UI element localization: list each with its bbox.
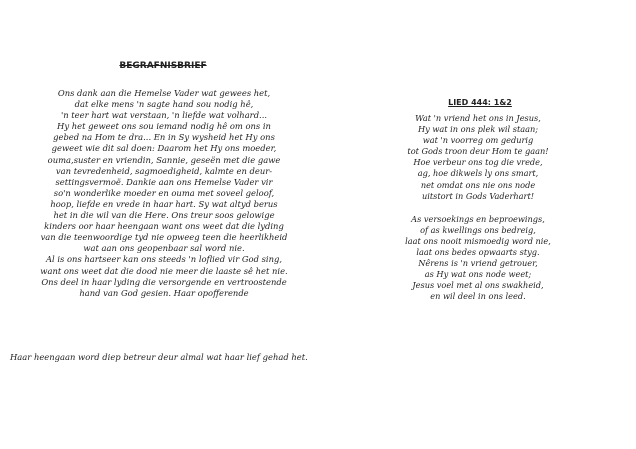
hymn-line: uitstort in Gods Vaderhart! <box>421 190 535 201</box>
text-line: so'n wonderlike moeder en ouma met soveel geloof, <box>53 187 275 198</box>
hymn-line: tot Gods troon deur Hom te gaan! <box>407 146 549 157</box>
text-line: van tevredenheid, sagmoedigheid, kalmte en deur- <box>55 165 273 176</box>
text-line: dat elke mens 'n sagte hand sou nodig hê, <box>74 99 254 110</box>
hymn-line: laat ons nooit mismoedig word nie, <box>405 235 551 246</box>
hymn-line: As versoekings en beproewings, <box>411 213 545 224</box>
text-line: hand van God gesien. Haar opofferende <box>79 287 249 298</box>
text-line: geweet wie dit sal doen: Daarom het Hy ons moeder, <box>51 143 277 154</box>
text-line: want ons weet dat die dood nie meer die laaste sê het nie. <box>40 265 288 276</box>
text-line: ouma,suster en vriendin, Sannie, geseën met die gawe <box>47 154 281 165</box>
text-line: hoop, liefde en vrede in haar hart. Sy wat altyd berus <box>50 198 278 209</box>
hymn-line: of as kwellings ons bedreig, <box>420 224 536 235</box>
hymn-line: wat 'n voorreg om gedurig <box>422 135 534 146</box>
hymn-title: LIED 444: 1&2 <box>448 98 512 107</box>
text-line: gebed na Hom te dra... En in Sy wysheid het Hy ons <box>53 132 275 143</box>
text-line: Ons dank aan die Hemelse Vader wat gewees het, <box>57 88 271 98</box>
hymn-line: laat ons bedes opwaarts styg. <box>416 247 540 258</box>
hymn-line: Jesus voel met al ons swakheid, <box>412 280 544 291</box>
hymn-line: ag, hoe dikwels ly ons smart, <box>417 168 539 179</box>
hymn-line: Wat 'n vriend het ons in Jesus, <box>415 113 541 123</box>
text-line: het in die wil van die Here. Ons treur soos gelowige <box>53 210 275 221</box>
hymn-line: Hy wat in ons plek wil staan; <box>417 124 539 135</box>
hymn-line: net omdat ons nie ons node <box>420 179 536 190</box>
text-line: Al is ons hartseer kan ons steeds 'n loflied vir God sing, <box>45 254 283 265</box>
closing-line: Haar heengaan word diep betreur deur almal wat haar lief gehad het. <box>10 352 308 362</box>
text-line: Hy het geweet ons sou iemand nodig hê om ons in <box>57 121 271 132</box>
hymn-line: Hoe verbeur ons tog die vrede, <box>413 157 543 168</box>
text-line: Ons deel in haar lyding die versorgende en vertroostende <box>41 276 287 287</box>
hymn-line: as Hy wat ons node weet; <box>424 269 532 280</box>
funeral-letter-title: BEGRAFNISBRIEF <box>119 61 207 71</box>
stanza-gap <box>380 202 576 214</box>
hymn-line: Nêrens is 'n vriend getrouer, <box>418 258 538 269</box>
text-line: kinders oor haar heengaan want ons weet dat die lyding <box>44 221 284 232</box>
funeral-letter-body <box>38 88 290 299</box>
text-line: wat aan ons geopenbaar sal word nie. <box>83 243 245 254</box>
text-line: van die teenwoordige tyd nie opweeg teen die heerlikheid <box>40 232 288 243</box>
hymn-line: en wil deel in ons leed. <box>430 291 526 302</box>
hymn-text <box>380 113 576 303</box>
text-line: 'n teer hart wat verstaan, 'n liefde wat volhard... <box>60 110 268 121</box>
text-line: settingsvermoë. Dankie aan ons Hemelse Vader vir <box>55 176 273 187</box>
